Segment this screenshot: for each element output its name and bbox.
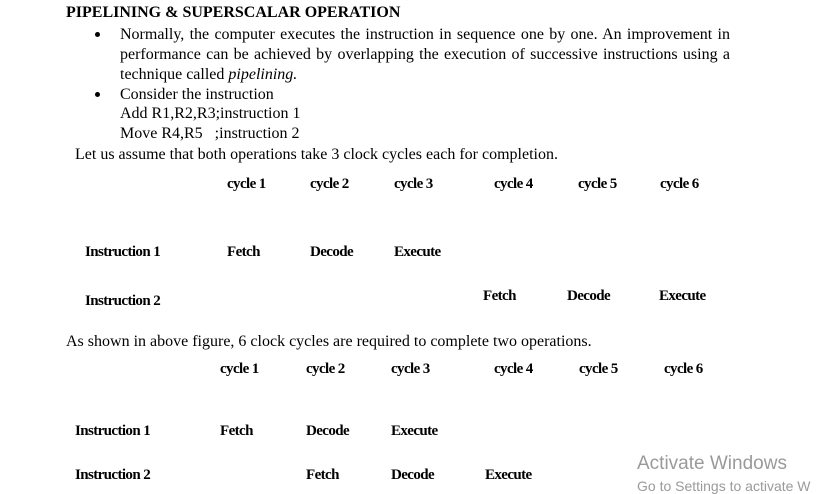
cycle-header: cycle 6 <box>660 176 699 192</box>
bullet-text: Normally, the computer executes the instruction in sequence one by one. An improvement in performance can be achieved by overlapping the execution of successive instructions using a technique called <box>120 26 730 83</box>
cycle-header: cycle 5 <box>579 361 618 377</box>
stage-decode: Decode <box>306 423 350 439</box>
row-label: Instruction 2 <box>75 467 151 483</box>
cycle-header: cycle 1 <box>220 361 259 377</box>
row-label: Instruction 1 <box>85 244 161 260</box>
bullet-point <box>95 92 100 97</box>
row-label: Instruction 2 <box>85 293 161 309</box>
activate-windows-hint: Go to Settings to activate W <box>637 478 811 494</box>
row-label: Instruction 1 <box>75 423 151 439</box>
explanation-text: As shown in above figure, 6 clock cycles are required to complete two operations. <box>66 333 592 350</box>
stage-execute: Execute <box>394 244 441 260</box>
stage-execute: Execute <box>485 467 532 483</box>
stage-fetch: Fetch <box>306 467 339 483</box>
pipelining-term: pipelining. <box>228 66 298 83</box>
cycle-header: cycle 2 <box>306 361 345 377</box>
stage-decode: Decode <box>310 244 354 260</box>
stage-execute: Execute <box>659 288 706 304</box>
bullet-point <box>95 32 100 37</box>
cycle-header: cycle 2 <box>310 176 349 192</box>
stage-decode: Decode <box>567 288 611 304</box>
stage-execute: Execute <box>391 423 438 439</box>
section-title: PIPELINING & SUPERSCALAR OPERATION <box>66 4 401 21</box>
cycle-header: cycle 4 <box>494 361 533 377</box>
stage-decode: Decode <box>391 467 435 483</box>
code-line-add: Add R1,R2,R3;instruction 1 <box>120 105 301 122</box>
assumption-text: Let us assume that both operations take 3 clock cycles each for completion. <box>75 146 558 163</box>
cycle-header: cycle 4 <box>494 176 533 192</box>
code-line-move: Move R4,R5 ;instruction 2 <box>120 125 300 142</box>
stage-fetch: Fetch <box>483 288 516 304</box>
stage-fetch: Fetch <box>227 244 260 260</box>
stage-fetch: Fetch <box>220 423 253 439</box>
cycle-header: cycle 3 <box>394 176 433 192</box>
bullet-paragraph-pipelining <box>120 25 730 85</box>
cycle-header: cycle 5 <box>578 176 617 192</box>
cycle-header: cycle 3 <box>391 361 430 377</box>
bullet-paragraph-consider: Consider the instruction <box>120 86 274 103</box>
activate-windows-watermark: Activate Windows <box>637 453 787 474</box>
cycle-header: cycle 1 <box>227 176 266 192</box>
cycle-header: cycle 6 <box>664 361 703 377</box>
